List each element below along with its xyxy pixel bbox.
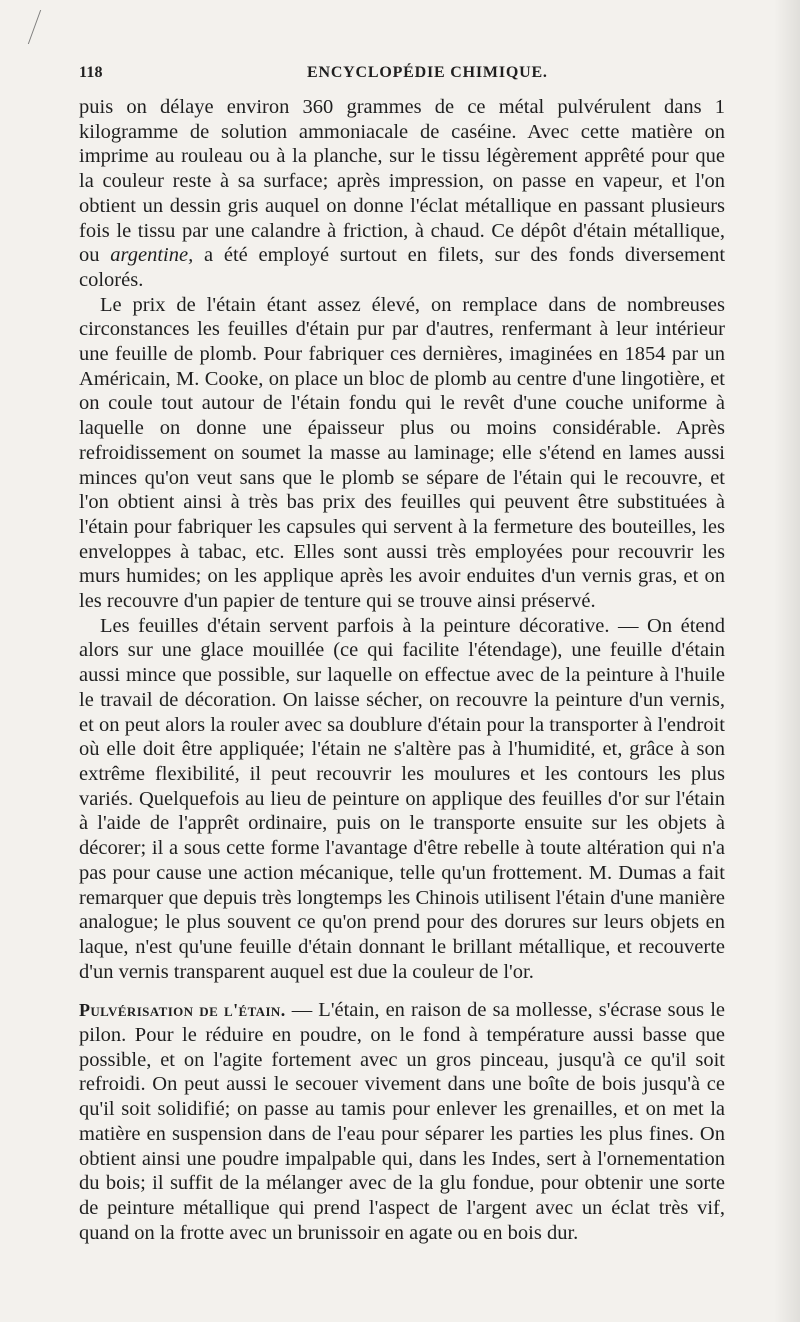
italic-term-argentine: argentine, [110,244,194,267]
pencil-mark-icon [28,10,51,44]
section-heading: Pulvérisation de l'étain. [79,1000,286,1021]
page-number: 118 [79,64,103,81]
paragraph-3: Les feuilles d'étain servent parfois à la peinture décorative. — On étend alors sur une glace mouillée (ce qui facilite l'étendage), une feuille d'étain aussi mince que possible, sur laquelle on effectue avec de la peinture à l'huile le travail de décoration. On laisse sécher, on recouvre la peinture d'un vernis, et on peut alors la rouler avec sa doublure d'étain pour la transporter à l'endroit où elle doit être appliquée; l'étain ne s'altère pas à l'humidité, et, grâce à son extrême flexibilité, il peut recouvrir les moulures et les contours les plus variés. Quelquefois au lieu de peinture on applique des feuilles d'or sur l'étain à l'aide de l'apprêt ordinaire, puis on le transporte ensuite sur les objets à décorer; il a sous cette forme l'avantage d'être rebelle à toute altération qui n'a pas pour cause une action mécanique, telle qu'un frottement. M. Dumas a fait remarquer que depuis très longtemps les Chinois utilisent l'étain d'une manière analogue; le plus souvent ce qu'on prend pour des dorures sur leurs objets en laque, n'est qu'une feuille d'étain donnant le brillant métallique, et recouverte d'un vernis transparent auquel est due la couleur de l'or. [79,614,725,983]
paragraph-1-text-before-term: puis on délaye environ 360 grammes de ce métal pulvérulent dans 1 kilogramme de solution ammoniacale de caséine. Avec cette matière on imprime au rouleau ou à la planche, sur le tissu légèrement apprêté pour que la couleur reste à sa surface; après impression, on passe en vapeur, et l'on obtient un dessin gris auquel on donne l'éclat métallique en passant plusieurs fois le tissu par une calandre à friction, à chaud. Ce dépôt d'étain métallique, ou [79,96,725,267]
page-edge-shadow [774,0,800,1322]
page-body [79,95,725,1245]
paragraph-1-text-after-term: a été employé surtout en filets, sur des fonds diversement colorés. [79,244,726,291]
running-title: ENCYCLOPÉDIE CHIMIQUE. [307,64,548,81]
paragraph-2: Le prix de l'étain étant assez élevé, on remplace dans de nombreuses circonstances les feuilles d'étain pur par d'autres, renfermant à leur intérieur une feuille de plomb. Pour fabriquer ces dernières, imaginées en 1854 par un Américain, M. Cooke, on place un bloc de plomb au centre d'une lingotière, et on coule tout autour de l'étain fondu qui le revêt d'une couche uniforme à laquelle on donne une épaisseur plus ou moins considérable. Après refroidissement on soumet la masse au laminage; elle s'étend en lames aussi minces qu'on veut sans que le plomb se sépare de l'étain qui le recouvre, et l'on obtient ainsi à très bas prix des feuilles qui peuvent être substituées à l'étain pour fabriquer les capsules qui servent à la fermeture des bouteilles, les enveloppes à tabac, etc. Elles sont aussi très employées pour recouvrir les murs humides; on les applique après les avoir enduites d'un vernis gras, et on les recouvre d'un papier de tenture qui se trouve ainsi préservé. [79,293,725,613]
page-header [79,64,723,86]
paragraph-4-text: — L'étain, en raison de sa mollesse, s'écrase sous le pilon. Pour le réduire en poudre, on le fond à température aussi basse que possible, et on l'agite fortement avec un gros pinceau, jusqu'à ce qu'il soit refroidi. On peut aussi le secouer vivement dans une boîte de bois jusqu'à ce qu'il soit solidifié; on passe au tamis pour enlever les grenailles, et on met la matière en suspension dans de l'eau pour séparer les parties les plus fines. On obtient ainsi une poudre impalpable qui, dans les Indes, sert à l'ornementation du bois; il suffit de la mélanger avec de la glu fondue, pour obtenir une sorte de peinture métallique qui prend l'aspect de l'argent avec un éclat très vif, quand on la frotte avec un brunissoir en agate ou en bois dur. [79,999,726,1244]
paragraph-1 [79,95,725,293]
paragraph-4 [79,998,725,1245]
